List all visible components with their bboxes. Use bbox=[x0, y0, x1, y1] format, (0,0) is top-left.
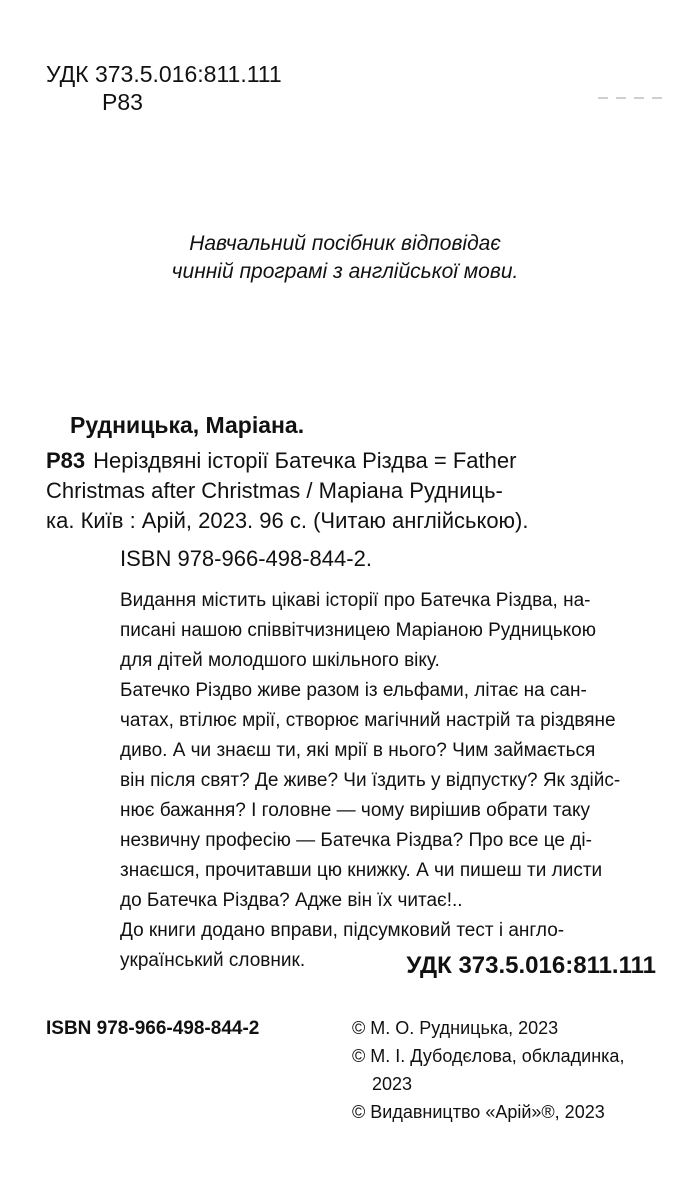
abstract-paragraph-1 bbox=[120, 586, 662, 676]
abstract bbox=[120, 586, 662, 976]
copyright-author: © М. О. Рудницька, 2023 bbox=[352, 1018, 559, 1038]
abstract-line: Батечко Різдво живе разом із ельфами, літає на сан- bbox=[120, 680, 587, 701]
decorative-dash bbox=[598, 97, 662, 99]
notice-line-1: Навчальний посібник відповідає bbox=[189, 232, 501, 255]
udk-footer: УДК 373.5.016:811.111 bbox=[406, 952, 656, 979]
isbn-footer: ISBN 978-966-498-844-2 bbox=[46, 1018, 260, 1039]
abstract-line: Видання містить цікаві історії про Батечка Різдва, на- bbox=[120, 590, 591, 611]
copyright-cover: © М. І. Дубодєлова, обкладинка, bbox=[352, 1046, 625, 1066]
abstract-line: До книги додано вправи, підсумковий тест і англо- bbox=[120, 920, 565, 941]
copyright-block bbox=[352, 1014, 672, 1126]
abstract-line: чатах, втілює мрії, створює магічний настрій та різдвяне bbox=[120, 710, 616, 731]
abstract-line: для дітей молодшого шкільного віку. bbox=[120, 650, 440, 671]
biblio-line-3: ка. Київ : Арій, 2023. 96 с. (Читаю англійською). bbox=[46, 508, 529, 533]
abstract-line: до Батечка Різдва? Адже він їх читає!.. bbox=[120, 890, 463, 911]
abstract-line: знаєшся, прочитавши цю книжку. А чи пишеш ти листи bbox=[120, 860, 603, 881]
notice-line-2: чинній програмі з англійської мови. bbox=[171, 260, 519, 283]
biblio-line-2: Christmas after Christmas / Маріана Рудниць- bbox=[46, 478, 503, 503]
abstract-line: незвичну професію — Батечка Різдва? Про все це ді- bbox=[120, 830, 592, 851]
abstract-line: він після свят? Де живе? Чи їздить у відпустку? Як здійс- bbox=[120, 770, 621, 791]
biblio-code: Р83 bbox=[46, 448, 86, 473]
abstract-line: писані нашою співвітчизницею Маріаною Рудницькою bbox=[120, 620, 596, 641]
isbn-record: ISBN 978-966-498-844-2. bbox=[120, 546, 372, 571]
udk-header bbox=[46, 60, 282, 116]
bibliographic-record bbox=[46, 446, 664, 536]
author-mark: Р83 bbox=[102, 89, 143, 115]
copyright-cover-year: 2023 bbox=[372, 1074, 413, 1094]
author-heading: Рудницька, Маріана. bbox=[70, 412, 305, 438]
abstract-line: диво. А чи знаєш ти, які мрії в нього? Чим займається bbox=[120, 740, 596, 761]
curriculum-notice bbox=[120, 230, 570, 286]
abstract-line: нює бажання? І головне — чому вирішив обрати таку bbox=[120, 800, 591, 821]
biblio-line-1: Неріздвяні історії Батечка Різдва = Father bbox=[93, 448, 517, 473]
abstract-line: український словник. bbox=[120, 950, 306, 971]
copyright-publisher: © Видавництво «Арій»®, 2023 bbox=[352, 1102, 605, 1122]
udk-code: УДК 373.5.016:811.111 bbox=[46, 61, 282, 87]
abstract-paragraph-2 bbox=[120, 676, 662, 916]
